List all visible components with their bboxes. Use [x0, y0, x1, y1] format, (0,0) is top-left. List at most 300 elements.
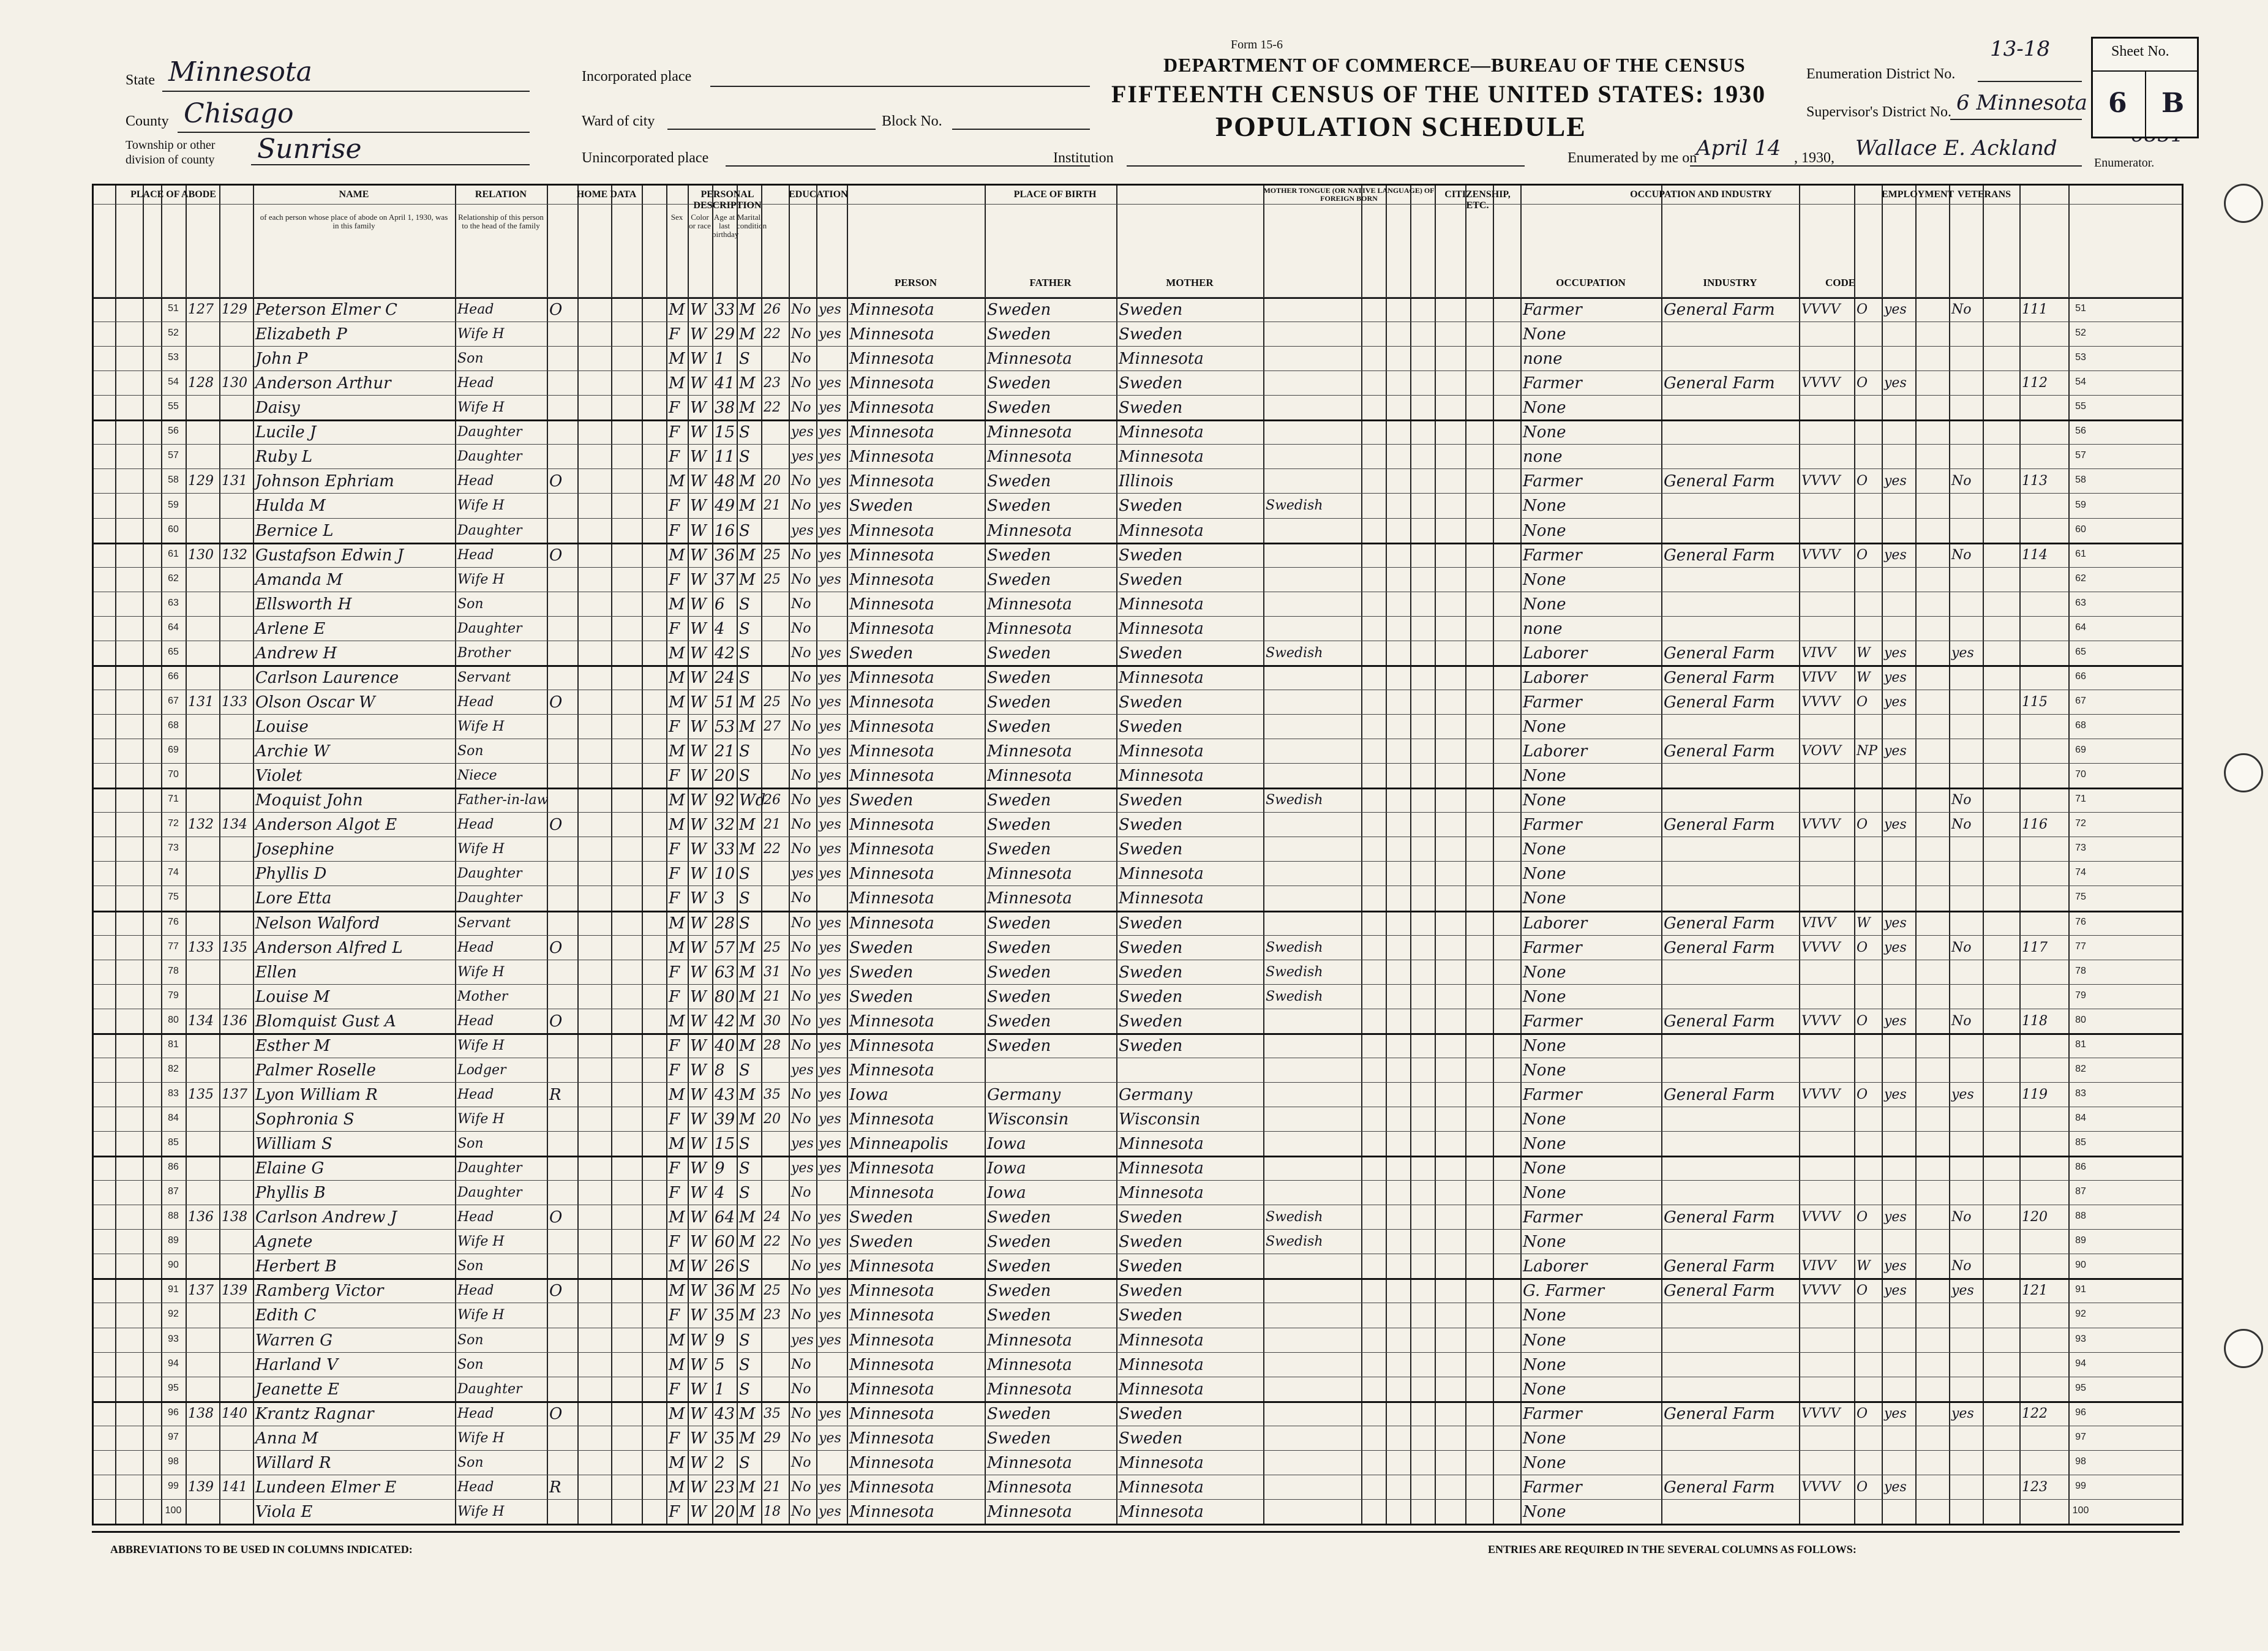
cell-agem: 22 [764, 326, 781, 342]
column-divider [1854, 186, 1855, 1524]
cell-name: Andrew H [255, 644, 337, 663]
cell-dwell: 132 [188, 817, 214, 833]
cell-mbp: Minnesota [1119, 1331, 1204, 1350]
line-number-right: 61 [2075, 548, 2086, 559]
line-number: 59 [168, 499, 179, 510]
line-number-right: 97 [2075, 1431, 2086, 1442]
column-divider [737, 186, 738, 1524]
cell-sch: No [791, 817, 811, 833]
cell-sch: No [791, 498, 811, 514]
cell-name: Anderson Algot E [255, 816, 397, 835]
line-number: 93 [168, 1333, 179, 1344]
cell-rel: Lodger [457, 1062, 506, 1078]
cell-fbp: Wisconsin [987, 1110, 1069, 1129]
unincorporated-line [726, 165, 1090, 167]
cell-rel: Wife H [457, 1307, 505, 1323]
cell-sch: No [791, 1503, 811, 1519]
line-number-right: 100 [2072, 1505, 2089, 1516]
cell-cls: O [1857, 1479, 1868, 1495]
cell-sch: No [791, 792, 811, 808]
enumerated-date: April 14 [1696, 136, 1781, 160]
line-number: 60 [168, 524, 179, 535]
cell-cls: O [1857, 1405, 1868, 1421]
line-number: 100 [165, 1505, 182, 1516]
cell-name: Viola E [255, 1502, 313, 1521]
cell-sch: No [791, 939, 811, 955]
state-label: State [126, 72, 155, 88]
cell-race: W [690, 742, 707, 761]
cell-rel: Wife H [457, 400, 505, 416]
line-number-right: 88 [2075, 1211, 2086, 1222]
cell-bp: Minnesota [849, 1478, 934, 1497]
cell-mbp: Sweden [1119, 693, 1183, 712]
cell-sch: No [791, 1454, 811, 1470]
cell-name: Palmer Roselle [255, 1061, 376, 1080]
cell-occ: none [1523, 619, 1563, 638]
cell-fam: 140 [222, 1405, 247, 1421]
line-number: 72 [168, 818, 179, 829]
cell-dwell: 136 [188, 1209, 214, 1225]
cell-lang: Swedish [1266, 645, 1323, 661]
cell-code: VIVV [1801, 669, 1836, 685]
cell-age: 38 [715, 399, 735, 418]
cell-agem: 21 [764, 817, 781, 833]
cell-sex: M [669, 938, 685, 957]
cell-rel: Wife H [457, 1430, 505, 1446]
cell-read: yes [819, 768, 841, 784]
cell-sch: No [791, 841, 811, 857]
row-divider [94, 444, 2182, 445]
cell-race: W [690, 423, 707, 442]
sheet-side-value: B [2161, 88, 2185, 119]
cell-bp: Minnesota [849, 472, 934, 491]
cell-read: yes [819, 473, 841, 489]
cell-mbp: Sweden [1119, 816, 1183, 835]
cell-bp: Minnesota [849, 448, 934, 467]
entries-heading: ENTRIES ARE REQUIRED IN THE SEVERAL COLUMNS AS FOLLOWS: [1488, 1543, 1857, 1555]
cell-sex: F [669, 987, 680, 1006]
form-number: Form 15-6 [1231, 38, 1283, 51]
cell-read: yes [819, 522, 841, 538]
cell-lang: Swedish [1266, 1209, 1323, 1225]
cell-mbp: Sweden [1119, 1012, 1183, 1031]
cell-ind: General Farm [1664, 914, 1775, 933]
cell-emp: yes [1884, 939, 1907, 955]
cell-read: yes [819, 866, 841, 882]
line-number-right: 75 [2075, 892, 2086, 903]
cell-lang: Swedish [1266, 498, 1323, 514]
cell-rel: Daughter [457, 1381, 522, 1397]
line-number: 52 [168, 328, 179, 339]
cell-read: yes [819, 694, 841, 710]
cell-occ: none [1523, 350, 1563, 369]
cell-bp: Minnesota [849, 546, 934, 565]
line-number-right: 87 [2075, 1186, 2086, 1197]
cell-occ: Farmer [1523, 301, 1582, 319]
cell-vet: No [1951, 1209, 1972, 1225]
line-number: 76 [168, 916, 179, 927]
cell-tenure: O [549, 693, 563, 712]
cell-mar: M [739, 325, 756, 344]
cell-code: VVVV [1801, 375, 1841, 391]
column-header-occupation: OCCUPATION [1556, 277, 1626, 288]
cell-cls: W [1857, 1258, 1871, 1274]
column-divider [1263, 186, 1264, 1524]
cell-rel: Head [457, 473, 494, 489]
cell-race: W [690, 668, 707, 687]
cell-age: 53 [715, 718, 735, 737]
cell-fbp: Sweden [987, 1282, 1051, 1301]
cell-mbp: Minnesota [1119, 1453, 1204, 1472]
incorporated-label: Incorporated place [582, 69, 692, 85]
line-number-right: 71 [2075, 794, 2086, 805]
line-number: 98 [168, 1456, 179, 1467]
column-divider [1493, 186, 1494, 1524]
cell-sex: F [669, 497, 680, 516]
cell-sch: yes [791, 866, 814, 882]
cell-bp: Minnesota [849, 1453, 934, 1472]
cell-dwell: 127 [188, 302, 214, 317]
cell-dwell: 131 [188, 694, 214, 710]
line-number: 51 [168, 303, 179, 314]
cell-mbp: Sweden [1119, 546, 1183, 565]
cell-age: 9 [715, 1159, 725, 1178]
cell-sch: No [791, 1185, 811, 1201]
cell-rel: Wife H [457, 1234, 505, 1250]
cell-occ: None [1523, 1453, 1566, 1472]
cell-rel: Daughter [457, 522, 522, 538]
cell-rel: Head [457, 1209, 494, 1225]
cell-age: 42 [715, 644, 735, 663]
cell-mbp: Wisconsin [1119, 1110, 1201, 1129]
cell-read: yes [819, 1283, 841, 1299]
cell-mar: S [739, 1159, 750, 1178]
cell-rel: Son [457, 1332, 484, 1348]
cell-sex: F [669, 865, 680, 884]
cell-mbp: Minnesota [1119, 668, 1204, 687]
cell-name: Bernice L [255, 521, 334, 540]
cell-age: 57 [715, 938, 735, 957]
cell-sex: M [669, 644, 685, 663]
cell-name: Lyon William R [255, 1085, 378, 1104]
cell-ind: General Farm [1664, 1085, 1775, 1104]
cell-race: W [690, 1355, 707, 1374]
cell-mar: S [739, 914, 750, 933]
cell-bp: Minnesota [849, 1012, 934, 1031]
cell-name: Herbert B [255, 1257, 337, 1276]
cell-ind: General Farm [1664, 938, 1775, 957]
cell-sch: No [791, 302, 811, 317]
line-number: 86 [168, 1162, 179, 1173]
cell-farm: 121 [2022, 1283, 2048, 1299]
cell-read: yes [819, 498, 841, 514]
supervisor-value: 6 Minnesota [1956, 91, 2087, 115]
cell-bp: Sweden [849, 938, 914, 957]
cell-race: W [690, 1453, 707, 1472]
cell-fbp: Minnesota [987, 1331, 1072, 1350]
line-number-right: 51 [2075, 303, 2086, 314]
cell-age: 51 [715, 693, 735, 712]
column-divider [985, 186, 986, 1524]
cell-mar: Wd [739, 791, 766, 810]
cell-rel: Head [457, 375, 494, 391]
cell-fbp: Sweden [987, 914, 1051, 933]
township-value: Sunrise [257, 134, 362, 165]
cell-bp: Minnesota [849, 1282, 934, 1301]
cell-mar: S [739, 1331, 750, 1350]
cell-dwell: 129 [188, 473, 214, 489]
cell-bp: Sweden [849, 497, 914, 516]
line-number-right: 76 [2075, 916, 2086, 927]
cell-rel: Head [457, 1013, 494, 1029]
cell-name: Ruby L [255, 448, 313, 467]
column-header-marital: Marital condition [737, 212, 767, 230]
cell-age: 4 [715, 1184, 725, 1203]
cell-occ: None [1523, 595, 1566, 614]
cell-rel: Father-in-law [457, 792, 549, 808]
cell-name: Amanda M [255, 570, 343, 589]
cell-name: Daisy [255, 399, 300, 418]
cell-occ: Farmer [1523, 693, 1582, 712]
line-number: 67 [168, 695, 179, 706]
cell-bp: Minnesota [849, 521, 934, 540]
cell-fbp: Germany [987, 1085, 1061, 1104]
line-number: 58 [168, 475, 179, 486]
cell-code: VVVV [1801, 1013, 1841, 1029]
cell-bp: Minnesota [849, 1429, 934, 1448]
line-number-right: 94 [2075, 1358, 2086, 1369]
cell-age: 8 [715, 1061, 725, 1080]
row-divider [94, 1180, 2182, 1181]
cell-read: yes [819, 988, 841, 1004]
cell-age: 6 [715, 595, 725, 614]
cell-fbp: Minnesota [987, 619, 1072, 638]
cell-code: VVVV [1801, 1405, 1841, 1421]
cell-code: VIVV [1801, 915, 1836, 931]
line-number-right: 69 [2075, 745, 2086, 756]
line-number-right: 83 [2075, 1088, 2086, 1099]
schedule-title: POPULATION SCHEDULE [1215, 111, 1586, 142]
cell-occ: None [1523, 1331, 1566, 1350]
cell-tenure: O [549, 301, 563, 319]
line-number: 54 [168, 377, 179, 388]
cell-sch: No [791, 620, 811, 636]
column-divider [1386, 186, 1387, 1524]
cell-agem: 21 [764, 988, 781, 1004]
cell-mbp: Minnesota [1119, 889, 1204, 908]
cell-read: yes [819, 302, 841, 317]
cell-sch: No [791, 1381, 811, 1397]
cell-sch: yes [791, 1160, 814, 1176]
cell-age: 20 [715, 1502, 735, 1521]
cell-name: Elizabeth P [255, 325, 347, 344]
cell-fbp: Minnesota [987, 350, 1072, 369]
cell-emp: yes [1884, 302, 1907, 317]
cell-rel: Head [457, 1405, 494, 1421]
cell-farm: 114 [2022, 547, 2048, 563]
cell-bp: Minnesota [849, 742, 934, 761]
cell-mar: M [739, 1233, 756, 1252]
cell-race: W [690, 1159, 707, 1178]
cell-rel: Wife H [457, 719, 505, 735]
row-divider [94, 1131, 2182, 1132]
column-divider [219, 186, 220, 1524]
cell-mbp: Sweden [1119, 570, 1183, 589]
cell-race: W [690, 693, 707, 712]
cell-sex: M [669, 693, 685, 712]
cell-occ: None [1523, 497, 1566, 516]
column-divider [2019, 186, 2021, 1524]
cell-rel: Son [457, 1454, 484, 1470]
cell-sex: M [669, 742, 685, 761]
cell-read: yes [819, 1405, 841, 1421]
cell-read: yes [819, 1307, 841, 1323]
cell-race: W [690, 1306, 707, 1325]
cell-emp: yes [1884, 1479, 1907, 1495]
cell-bp: Minneapolis [849, 1135, 948, 1154]
cell-name: William S [255, 1135, 332, 1154]
column-header-age: Age at last birthday [712, 212, 739, 239]
cell-fbp: Minnesota [987, 1355, 1072, 1374]
cell-farm: 119 [2022, 1086, 2048, 1102]
cell-mar: S [739, 742, 750, 761]
line-number-right: 96 [2075, 1407, 2086, 1418]
cell-race: W [690, 1233, 707, 1252]
column-divider [1949, 186, 1950, 1524]
cell-agem: 35 [764, 1405, 781, 1421]
cell-bp: Minnesota [849, 570, 934, 589]
column-divider [1410, 186, 1411, 1524]
cell-agem: 18 [764, 1503, 781, 1519]
cell-mar: S [739, 1355, 750, 1374]
cell-fbp: Iowa [987, 1135, 1026, 1154]
cell-occ: None [1523, 865, 1566, 884]
cell-sch: No [791, 1111, 811, 1127]
cell-name: Edith C [255, 1306, 317, 1325]
row-divider [94, 518, 2182, 519]
cell-mar: S [739, 668, 750, 687]
cell-code: VVVV [1801, 1209, 1841, 1225]
cell-age: 43 [715, 1404, 735, 1423]
cell-sch: yes [791, 449, 814, 465]
cell-bp: Minnesota [849, 1159, 934, 1178]
cell-sex: F [669, 1502, 680, 1521]
column-group-header: OCCUPATION AND INDUSTRY [1630, 189, 1772, 200]
cell-mbp: Minnesota [1119, 1355, 1204, 1374]
line-number-right: 91 [2075, 1284, 2086, 1295]
cell-name: Nelson Walford [255, 914, 380, 933]
row-divider [94, 493, 2182, 494]
cell-sex: F [669, 1036, 680, 1055]
cell-mar: M [739, 1085, 756, 1104]
line-number: 70 [168, 769, 179, 780]
cell-sex: F [669, 1061, 680, 1080]
cell-sex: M [669, 546, 685, 565]
cell-rel: Daughter [457, 1160, 522, 1176]
cell-name: Anna M [255, 1429, 318, 1448]
line-number: 92 [168, 1309, 179, 1320]
cell-sch: No [791, 596, 811, 612]
cell-age: 60 [715, 1233, 735, 1252]
cell-lang: Swedish [1266, 1234, 1323, 1250]
cell-mbp: Sweden [1119, 497, 1183, 516]
cell-mar: M [739, 840, 756, 859]
cell-mbp: Sweden [1119, 791, 1183, 810]
cell-fbp: Minnesota [987, 889, 1072, 908]
cell-emp: yes [1884, 669, 1907, 685]
cell-sex: F [669, 1184, 680, 1203]
cell-fam: 132 [222, 547, 247, 563]
cell-mar: M [739, 963, 756, 982]
cell-mar: M [739, 1012, 756, 1031]
cell-cls: O [1857, 1013, 1868, 1029]
line-number: 91 [168, 1284, 179, 1295]
cell-read: yes [819, 1503, 841, 1519]
cell-mbp: Minnesota [1119, 1135, 1204, 1154]
cell-agem: 21 [764, 1479, 781, 1495]
line-number-right: 85 [2075, 1137, 2086, 1148]
cell-mbp: Sweden [1119, 1282, 1183, 1301]
row-divider [94, 1352, 2182, 1353]
cell-sch: yes [791, 424, 814, 440]
cell-name: Blomquist Gust A [255, 1012, 396, 1031]
column-divider [1116, 186, 1117, 1524]
cell-read: yes [819, 817, 841, 833]
cell-sex: M [669, 1282, 685, 1301]
cell-tenure: R [549, 1478, 561, 1497]
department-title: DEPARTMENT OF COMMERCE—BUREAU OF THE CENSUS [1163, 54, 1746, 76]
cell-tenure: O [549, 546, 563, 565]
cell-fam: 130 [222, 375, 247, 391]
cell-age: 11 [715, 448, 735, 467]
sheet-label: Sheet No. [2111, 43, 2169, 59]
cell-name: Olson Oscar W [255, 693, 375, 712]
cell-race: W [690, 791, 707, 810]
column-header-person: PERSON [895, 277, 937, 288]
cell-fbp: Sweden [987, 1257, 1051, 1276]
cell-sch: No [791, 375, 811, 391]
cell-sex: F [669, 1233, 680, 1252]
cell-agem: 23 [764, 375, 781, 391]
cell-sch: No [791, 473, 811, 489]
column-group-header: NAME [339, 189, 369, 200]
cell-sex: F [669, 448, 680, 467]
column-divider [186, 186, 187, 1524]
cell-rel: Head [457, 547, 494, 563]
cell-occ: Laborer [1523, 644, 1588, 663]
line-number-right: 93 [2075, 1333, 2086, 1344]
cell-rel: Son [457, 1258, 484, 1274]
cell-name: Carlson Laurence [255, 668, 399, 687]
row-divider [94, 468, 2182, 469]
cell-age: 4 [715, 619, 725, 638]
cell-sch: No [791, 1258, 811, 1274]
cell-rel: Head [457, 939, 494, 955]
cell-read: yes [819, 915, 841, 931]
cell-sch: No [791, 1405, 811, 1421]
cell-mbp: Minnesota [1119, 619, 1204, 638]
cell-rel: Son [457, 351, 484, 367]
cell-rel: Son [457, 1356, 484, 1372]
column-divider [115, 186, 116, 1524]
cell-agem: 25 [764, 939, 781, 955]
cell-read: yes [819, 1332, 841, 1348]
cell-race: W [690, 448, 707, 467]
column-group-header: HOME DATA [576, 189, 637, 200]
column-divider [1361, 186, 1362, 1524]
cell-sex: M [669, 1012, 685, 1031]
cell-age: 35 [715, 1306, 735, 1325]
